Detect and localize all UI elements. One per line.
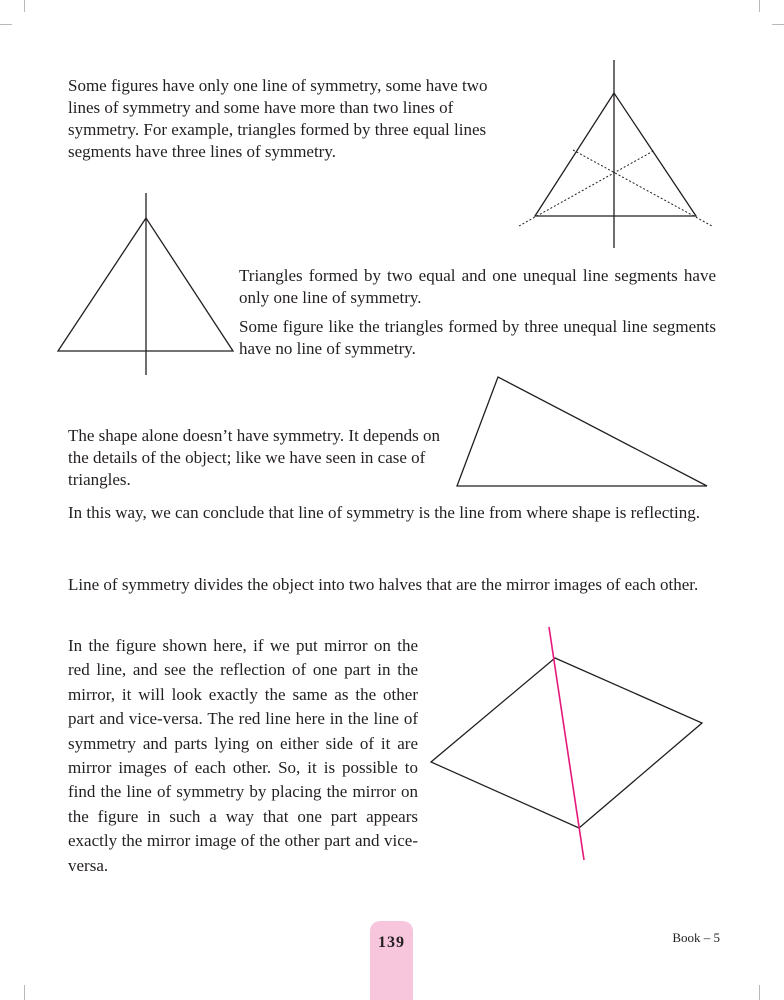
conclude-paragraph: In this way, we can conclude that line of symmetry is the line from where shape is reflecting. bbox=[68, 503, 700, 522]
crop-mark-top-right bbox=[772, 24, 784, 25]
crop-mark-top-left-v bbox=[24, 0, 25, 12]
red-symmetry-line bbox=[549, 627, 584, 860]
scalene-triangle-figure bbox=[452, 372, 712, 490]
crop-mark-top-left bbox=[0, 24, 12, 25]
isosceles-paragraph: Triangles formed by two equal and one unequal line segments have only one line of symmetry. bbox=[239, 266, 716, 307]
crop-mark-top-right-v bbox=[759, 0, 760, 12]
diagonal-symmetry-line-left bbox=[519, 150, 655, 226]
kite-figure bbox=[428, 625, 708, 863]
page-number: 139 bbox=[378, 934, 405, 951]
crop-mark-bottom-left-v bbox=[24, 985, 25, 1000]
page-number-tab bbox=[370, 921, 413, 1000]
equilateral-triangle bbox=[535, 93, 696, 216]
crop-mark-bottom-right-v bbox=[759, 985, 760, 1000]
scalene-triangle bbox=[457, 377, 707, 486]
diagonal-symmetry-line-right bbox=[573, 150, 712, 226]
book-label: Book – 5 bbox=[672, 930, 720, 945]
mirror-paragraph: In the figure shown here, if we put mirror on the red line, and see the reflection of one part in the mirror, it will look exactly the same as the other part and vice-versa. The red line here in the line of symmetry and parts lying on either side of it are mirror images of each other. So, it is possible to find the line of symmetry by placing the mirror on the figure in such a way that one part appears exactly the mirror image of the other part and vice-versa. bbox=[68, 636, 418, 875]
scalene-paragraph: Some figure like the triangles formed by three unequal line segments have no line of symmetry. bbox=[239, 317, 716, 358]
equilateral-triangle-figure bbox=[515, 58, 715, 250]
shape-alone-paragraph: The shape alone doesn’t have symmetry. It depends on the details of the object; like we have seen in case of triangles. bbox=[68, 426, 441, 489]
isosceles-triangle-figure bbox=[55, 190, 235, 380]
intro-paragraph: Some figures have only one line of symmetry, some have two lines of symmetry and some have more than two lines of symmetry. For example, triangles formed by three equal lines segments have three lines of symmetry. bbox=[68, 76, 488, 161]
divides-paragraph: Line of symmetry divides the object into two halves that are the mirror images of each other. bbox=[68, 575, 699, 594]
